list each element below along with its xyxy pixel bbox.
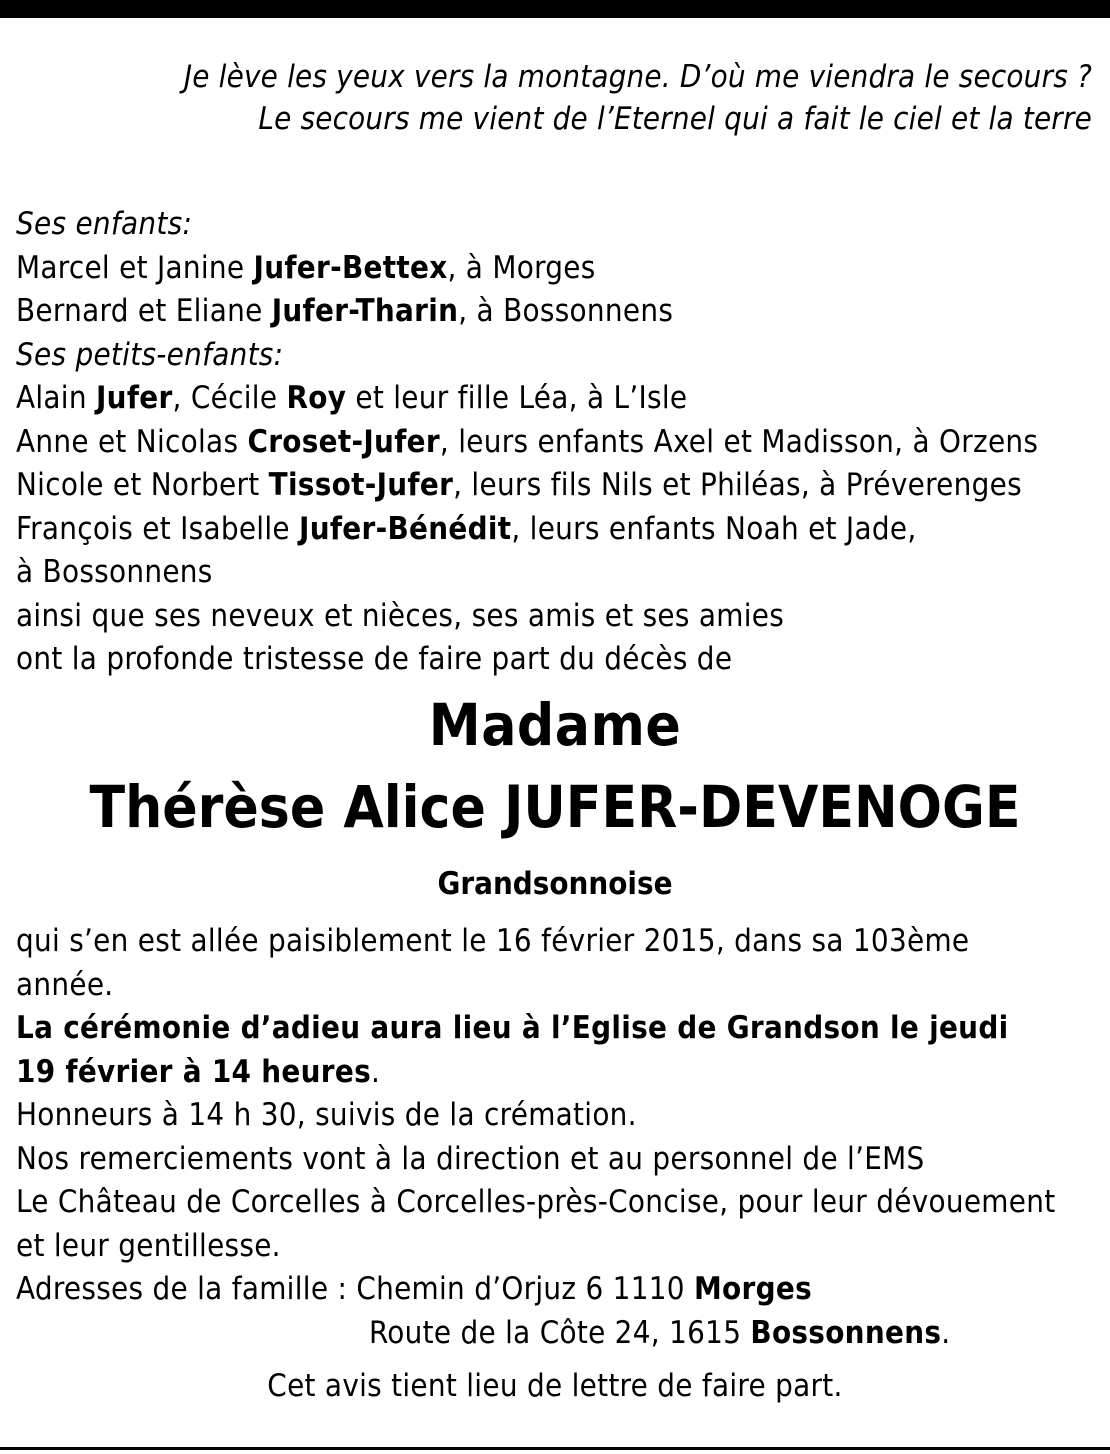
grandchild-location: et leur fille Léa, à L’Isle [346, 380, 688, 416]
child-entry [16, 247, 1096, 291]
grandchild-name: Alain [16, 380, 96, 416]
child-names: Marcel et Janine [16, 249, 254, 286]
grandchild-partner-name: , Cécile [172, 380, 287, 416]
passing-line-1: qui s’en est allée paisiblement le 16 février 2015, dans sa 103ème [16, 923, 970, 959]
address-1-town: Morges [694, 1271, 812, 1307]
address-label: Adresses de la famille : [16, 1271, 357, 1307]
child-entry [16, 290, 1096, 334]
verse-line-2: Le secours me vient de l’Eternel qui a fait le ciel et la terre [258, 101, 1092, 137]
thanks-line-1: Nos remerciements vont à la direction et au personnel de l’EMS [16, 1140, 925, 1177]
grandchild-surname: Croset-Jufer [247, 423, 440, 460]
notice-details [16, 920, 1096, 1355]
deceased-name: Thérèse Alice JUFER-DEVENOGE [89, 773, 1021, 841]
grandchild-location-continued: à Bossonnens [16, 554, 213, 590]
thanks-line-3: et leur gentillesse. [16, 1227, 281, 1264]
closing-note: Cet avis tient lieu de lettre de faire part. [267, 1368, 843, 1404]
honours-line: Honneurs à 14 h 30, suivis de la crémation. [16, 1097, 637, 1133]
grandchild-entry [16, 377, 1096, 421]
thanks-line-2: Le Château de Corcelles à Corcelles-près-Concise, pour leur dévouement [16, 1184, 1056, 1220]
address-2-period: . [941, 1314, 951, 1351]
grandchild-location: , leurs fils Nils et Philéas, à Préverenges [453, 467, 1022, 503]
scripture-verse [184, 56, 1092, 140]
announcement-line: ont la profonde tristesse de faire part du décès de [16, 641, 733, 677]
ceremony-period: . [371, 1053, 381, 1090]
child-location: , à Bossonnens [458, 293, 674, 329]
top-border-rule [0, 0, 1110, 18]
address-2-town: Bossonnens [750, 1314, 942, 1351]
address-2-street: Route de la Côte 24, 1615 [369, 1314, 751, 1351]
others-line: ainsi que ses neveux et nièces, ses amis et ses amies [16, 597, 785, 634]
grandchildren-heading: Ses petits-enfants: [16, 336, 284, 373]
grandchild-surname: Tissot-Jufer [268, 467, 454, 503]
ceremony-date-time: 19 février à 14 heures [16, 1053, 371, 1090]
grandchild-entry [16, 508, 1096, 552]
grandchild-names: François et Isabelle [16, 510, 300, 547]
child-surname: Jufer-Bettex [253, 249, 448, 286]
child-names: Bernard et Eliane [16, 293, 272, 329]
deceased-origin: Grandsonnoise [437, 866, 673, 902]
child-location: , à Morges [447, 249, 596, 286]
address-line-2 [16, 1312, 1096, 1356]
bottom-border-rule [0, 1447, 1110, 1450]
grandchild-location: , leurs enfants Axel et Madisson, à Orzens [439, 423, 1039, 460]
grandchild-entry [16, 421, 1096, 465]
grandchild-surname: Jufer-Bénédit [299, 510, 512, 547]
grandchild-surname: Jufer [96, 380, 173, 416]
grandchild-names: Anne et Nicolas [16, 423, 248, 460]
ceremony-line-1: La cérémonie d’adieu aura lieu à l’Eglise de Grandson le jeudi [16, 1010, 1009, 1046]
grandchild-names: Nicole et Norbert [16, 467, 269, 503]
deceased-honorific: Madame [428, 691, 682, 759]
child-surname: Jufer-Tharin [271, 293, 459, 329]
family-list [16, 203, 1096, 682]
children-heading: Ses enfants: [16, 206, 193, 242]
ceremony-line-2 [16, 1051, 1096, 1095]
grandchild-children: , leurs enfants Noah et Jade, [511, 510, 917, 547]
grandchild-entry [16, 464, 1096, 508]
grandchild-partner-surname: Roy [286, 380, 347, 416]
address-line-1 [16, 1268, 1096, 1312]
verse-line-1: Je lève les yeux vers la montagne. D’où me viendra le secours ? [183, 59, 1092, 95]
passing-line-2: année. [16, 966, 114, 1003]
address-1-street: Chemin d’Orjuz 6 1110 [356, 1271, 694, 1307]
